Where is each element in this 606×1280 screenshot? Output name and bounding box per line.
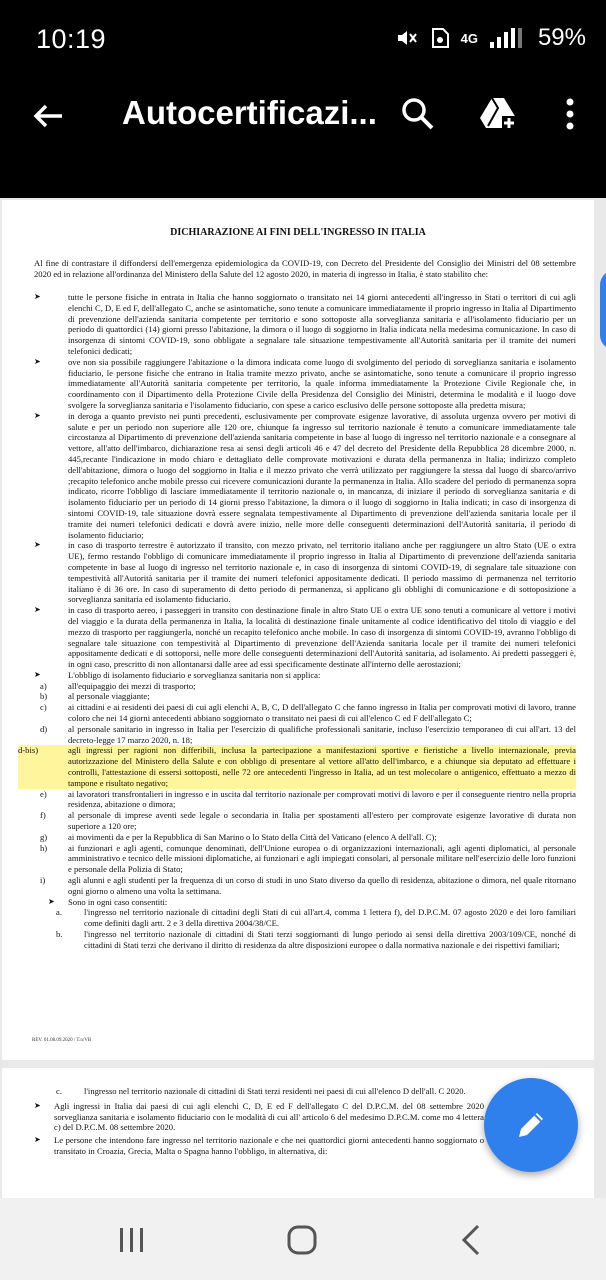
document-title: Autocertificazi... — [122, 94, 377, 131]
list-item: ➤ in caso di trasporto terrestre è autorizzato il transito, con mezzo privato, nel territorio italiano anche per raggiungere un altro Stato (UE o extra UE), fermo restando l'obbligo di comunicare immediatamente il proprio ingresso in Italia al Dipartimento di prevenzione dell'azienda sanitaria competente in base al luogo di ingresso nel territorio nazionale e, in caso di insorgenza di sintomi COVID-19, di segnalare tale situazione con tempestività all'Autorità sanitaria per il tramite dei numeri telefonici appositamente dedicati. Il periodo massimo di permanenza nel territorio italiano è di 36 ore. In caso di superamento di detto periodo di permanenza, si applicano gli obblighi di comunicazione e di sottoposizione a sorveglianza sanitaria ed isolamento fiduciario. — [34, 540, 576, 605]
bullet-arrow-icon: ➤ — [34, 292, 41, 301]
bullet-arrow-icon: ➤ — [48, 896, 55, 906]
status-bar — [0, 0, 606, 80]
doc-heading: DICHIARAZIONE AI FINI DELL'INGRESSO IN ITALIA — [170, 227, 426, 238]
bullet-arrow-icon: ➤ — [34, 410, 41, 420]
bullet-arrow-icon: ➤ — [34, 669, 41, 679]
list-item: ➤ ove non sia possibile raggiungere l'abitazione o la dimora indicata come luogo di svolgimento del periodo di sorveglianza sanitaria e isolamento fiduciario, le persone fisiche che entrano in Italia tramite mezzo privato, anche se asintomatiche, sono tenute a comunicare il proprio ingresso immediatamente all'Autorità sanitaria competente per territorio, la quale informa immediatamente la Protezione Civile Regionale che, in coordinamento con il Dipartimento della Protezione Civile della Presidenza del Consiglio dei Ministri, determina le modalità e il luogo dove svolgere la sorveglianza sanitaria e l'isolamento fiduciario, con spese a carico esclusivo delle persone sottoposte alla predetta misura; — [34, 356, 576, 410]
bullet-arrow-icon: ➤ — [34, 1135, 41, 1145]
list-item: ➤ in deroga a quanto previsto nei punti precedenti, esclusivamente per comprovate esigenze lavorative, di assoluta urgenza ovvero per motivi di salute e per un periodo non superiore alle 120 ore, chiunque fa ingresso sul territorio nazionale è tenuto a comunicare immediatamente tale circostanza al Dipartimento di prevenzione dell'azienda sanitaria competente in base al luogo di ingresso nel territorio nazionale e a consegnare al vettore, all'atto dell'imbarco, dichiarazione resa ai sensi degli articoli 46 e 47 del decreto del Presidente della Repubblica 28 dicembre 2000, n. 445,recante l'indicazione in modo chiaro e dettagliato delle comprovate motivazioni e durata della permanenza in Italia; indirizzo completo dell'abitazione, dimora o luogo del soggiorno in Italia e il mezzo privato che verrà utilizzato per raggiungere la stessa dal luogo di sbarco/arrivo ;recapito telefonico anche mobile presso cui ricevere comunicazioni durante la permanenza in Italia. Allo scadere del periodo di permanenza sopra indicato, ricorre l'obbligo di lasciare immediatamente il territorio nazionale o, in mancanza, di iniziare il periodo di sorveglianza sanitaria e di isolamento fiduciario per un periodo di 14 giorni presso l'abitazione, la dimora o il luogo di soggiorno in Italia indicati; in caso di insorgenza di sintomi COVID-19, tale situazione dovrà essere segnalata tempestivamente al Dipartimento di prevenzione dell'azienda sanitaria locale per il tramite dei numeri telefonici dedicati e dovrà avere inizio, nelle more delle conseguenti determinazioni dell'Autorità sanitaria, il periodo di isolamento fiduciario; — [34, 410, 576, 540]
sub-item-highlighted: d-bis) agli ingressi per ragioni non differibili, inclusa la partecipazione a manifestazioni sportive e fieristiche a livello internazionale, previa autorizzazione del Ministero della Salute e con obbligo di presentare al vettore all'atto dell'imbarco, e a chiunque sia deputato ad effettuare i controlli, l'attestazione di essersi sottoposti, nelle 72 ore antecedenti l'ingresso in Italia, ad un test molecolare o antigenico, effettuato a mezzo di tampone e risultato negativo; — [18, 745, 576, 788]
sub-item: a) all'equipaggio dei mezzi di trasporto; — [40, 680, 196, 691]
list-item: ➤ in caso di trasporto aereo, i passeggeri in transito con destinazione finale in altro Stato UE o extra UE sono tenuti a comunicare al vettore i motivi del viaggio e la durata della permanenza in Italia, la località di destinazione finale unitamente al codice identificativo del titolo di viaggio e del mezzo di trasporto per raggiungerla, nonché un recapito telefonico anche mobile. In caso di insorgenza di sintomi COVID-19, avranno l'obbligo di segnalare tale situazione con tempestività al Dipartimento di prevenzione dell'Azienda sanitaria locale per il tramite dei numeri telefonici appositamente dedicati e di sottoporsi, nelle more delle conseguenti determinazioni dell'Autorità sanitaria, ad isolamento. Ai predetti passeggeri è, in ogni caso, prescritto di non allontanarsi dalle aree ad essi specificamente destinate all'interno delle aerostazioni; — [34, 605, 576, 670]
signal-icon — [488, 26, 528, 50]
more-vert-icon[interactable] — [550, 94, 590, 134]
recents-icon[interactable] — [112, 1220, 152, 1260]
list-item: ➤ Le persone che intendono fare ingresso nel territorio nazionale e che nei quattordici giorni antecedenti hanno soggiornato o transitato in Croazia, Grecia, Malta o Spagna hanno l'obbligo, in alternativa, di: — [34, 1135, 484, 1156]
sub-item: c) ai cittadini e ai residenti dei paesi di cui agli elenchi A, B, C, D dell'allegato C che fanno ingresso in Italia per comprovati motivi di lavoro, tranne coloro che nei 14 giorni antecedenti abbiano soggiornato o transitato nei paesi di cui all'elenco C ed F dell'allegato C; — [40, 702, 576, 724]
app-bar — [0, 80, 606, 198]
status-time: 10:19 — [36, 24, 107, 54]
document-viewer[interactable] — [0, 198, 606, 1198]
doc-bullet-list — [18, 292, 576, 951]
page-footer: REV. 01.08.09.2020 / T.n/VB — [32, 1038, 92, 1043]
drive-add-icon[interactable] — [478, 94, 518, 134]
list-item: ➤ Agli ingressi in Italia dai paesi di cui agli elenchi C, D, E ed F dell'allegato C del D.P.C.M. del 08 settembre 2020 sorveglianza sanitaria e isolamento fiduciario con le modalità di cui all' articolo 6 del medesimo D.P.C.M. come mo 4 lettera c) del D.P.C.M. 08 settembre 2020. — [34, 1100, 484, 1133]
back-arrow-icon[interactable] — [30, 98, 66, 134]
bullet-arrow-icon: ➤ — [34, 1100, 41, 1110]
sub-item: h) ai funzionari e agli agenti, comunque denominati, dell'Unione europea o di organizzazioni internazionali, agli agenti diplomatici, al personale amministrativo e tecnico delle missioni diplomatiche, ai funzionari e agli impiegati consolari, al personale militare nell'esercizio delle loro funzioni e personale della Polizia di Stato; — [40, 842, 576, 875]
home-icon[interactable] — [282, 1220, 322, 1260]
system-nav-bar — [0, 1198, 606, 1280]
bullet-arrow-icon: ➤ — [34, 540, 41, 550]
list-item: ➤ tutte le persone fisiche in entrata in Italia che hanno soggiornato o transitato nei 14 giorni antecedenti all'ingresso in Stati o territori di cui agli elenchi C, D, E ed F, dell'allegato C, anche se asintomatiche, sono tenute a comunicare immediatamente il proprio ingresso in Italia al Dipartimento di prevenzione dell'azienda sanitaria competente per territorio e sono sottoposte alla sorveglianza sanitaria e all'isolamento fiduciario per un periodo di quattordici (14) giorni presso l'abitazione, la dimora o il luogo di soggiorno in Italia indicata nella medesima comunicazione. In caso di insorgenza di sintomi COVID-19, sono obbligate a segnalare tale situazione tempestivamente all'Autorità sanitaria per il tramite dei numeri telefonici dedicati; — [34, 292, 576, 356]
sub-item: e) ai lavoratori transfrontalieri in ingresso e in uscita dal territorio nazionale per comprovati motivi di lavoro e per il conseguente rientro nella propria residenza, abitazione o dimora; — [40, 788, 576, 810]
search-icon[interactable] — [398, 94, 438, 134]
network-label: 4G — [460, 30, 478, 46]
mute-icon — [395, 26, 419, 50]
sub-item: d) al personale sanitario in ingresso in Italia per l'esercizio di qualifiche professionali sanitarie, incluso l'esercizio temporaneo di cui all'art. 13 del decreto-legge 17 marzo 2020, n. 18; — [40, 723, 576, 745]
sub-item: f) al personale di imprese aventi sede legale o secondaria in Italia per spostamenti all'estero per comprovate esigenze lavorative di durata non superiore a 120 ore; — [40, 810, 576, 832]
save-sd-icon — [429, 26, 451, 50]
edit-pencil-icon — [513, 1107, 549, 1143]
side-handle[interactable] — [600, 270, 606, 350]
sub-item: i) agli alunni e agli studenti per la frequenza di un corso di studi in uno Stato diverso da quello di residenza, abitazione o dimora, nel quale ritornano ogni giorno o almeno una volta la settimana. — [40, 875, 576, 896]
doc-intro: Al fine di contrastare il diffondersi dell'emergenza epidemiologica da COVID-19, con Decreto del Presidente del Consiglio dei Ministri del 08 settembre 2020 ed in relazione all'ordinanza del Ministero della Salute del 12 agosto 2020, in materia di ingresso in Italia, è stato stabilito che: — [34, 258, 576, 279]
bullet-arrow-icon: ➤ — [34, 356, 41, 366]
battery-label: 59% — [537, 24, 586, 51]
back-icon[interactable] — [452, 1220, 492, 1260]
status-icons — [395, 24, 586, 52]
edit-fab-button[interactable] — [484, 1078, 578, 1172]
sub-item: b. l'ingresso nel territorio nazionale di cittadini di Stati terzi soggiornanti di lungo periodo ai sensi della direttiva 2003/109/CE, nonché di cittadini di Stati terzi che derivano il diritto di residenza da altre disposizioni europee o dalla normativa nazionale e dei rispettivi familiari; — [56, 929, 576, 950]
sub-item: b) al personale viaggiante; — [40, 691, 150, 702]
sub-item: g) ai movimenti da e per la Repubblica di San Marino o lo Stato della Città del Vaticano (elenco A dell'all. C); — [40, 831, 437, 842]
sub-item: c. l'ingresso nel territorio nazionale di cittadini di Stati terzi residenti nei paesi di cui all'elenco D dell'all. C 2020. — [56, 1086, 466, 1096]
sub-item: a. l'ingresso nel territorio nazionale di cittadini degli Stati di cui all'art.4, comma 1 lettera f), del D.P.C.M. 07 agosto 2020 e dei loro familiari come definiti dagli artt. 2 e 3 della direttiva 2004/38/CE. — [56, 907, 576, 929]
list-item: ➤ Sono in ogni caso consentiti: — [48, 896, 168, 907]
bullet-arrow-icon: ➤ — [34, 605, 41, 615]
pdf-page-1 — [2, 200, 594, 1060]
list-item: ➤ L'obbligo di isolamento fiduciario e sorveglianza sanitaria non si applica: — [34, 669, 321, 680]
